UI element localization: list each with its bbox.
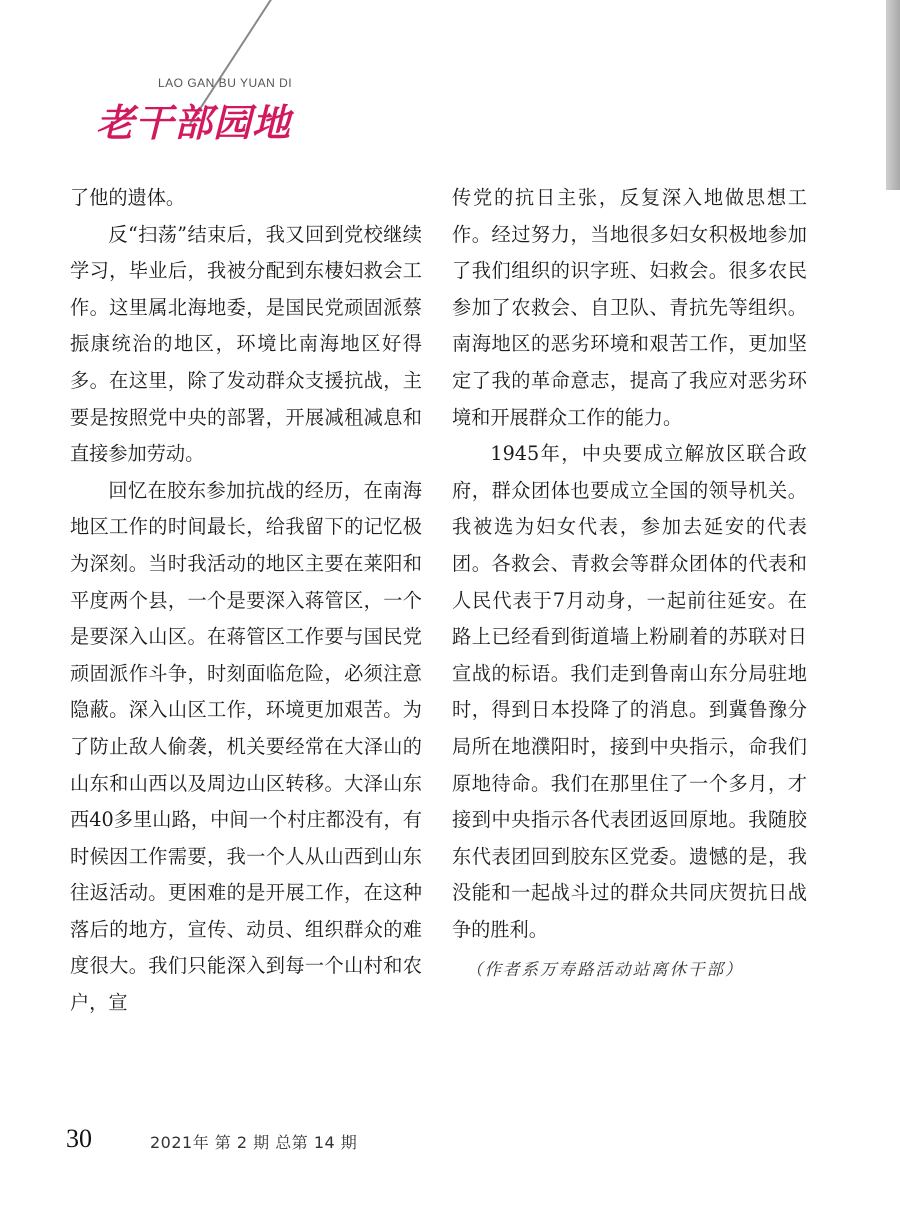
article-paragraph: 回忆在胶东参加抗战的经历，在南海地区工作的时间最长，给我留下的记忆极为深刻。当时我活动的地区主要在莱阳和平度两个县，一个是要深入蒋管区，一个是要深入山区。在蒋管区工作要与国民党顽固派作斗争，时刻面临危险，必须注意隐蔽。深入山区工作，环境更加艰苦。为了防止敌人偷袭，机关要经常在大泽山的山东和山西以及周边山区转移。大泽山东西40多里山路，中间一个村庄都没有，有时候因工作需要，我一个人从山西到山东往返活动。更困难的是开展工作，在这种落后的地方，宣传、动员、组织群众的难度很大。我们只能深入到每一个山村和农户，宣 bbox=[70, 478, 422, 1015]
author-byline: （作者系万寿路活动站离休干部） bbox=[466, 960, 744, 980]
article-right-column bbox=[452, 180, 807, 989]
issue-info: 2021年 第 2 期 总第 14 期 bbox=[150, 1133, 358, 1152]
page-edge-tab bbox=[886, 0, 900, 190]
article-paragraph: 1945年，中央要成立解放区联合政府，群众团体也要成立全国的领导机关。我被选为妇女代表，参加去延安的代表团。各救会、青救会等群众团体的代表和人民代表于7月动身，一起前往延安。在路上已经看到街道墙上粉刷着的苏联对日宣战的标语。我们走到鲁南山东分局驻地时，得到日本投降了的消息。到冀鲁豫分局所在地濮阳时，接到中央指示，命我们原地待命。我们在那里住了一个多月，才接到中央指示各代表团返回原地。我随胶东代表团回到胶东区党委。遗憾的是，我没能和一起战斗过的群众共同庆贺抗日战争的胜利。 bbox=[452, 442, 807, 941]
article-left-column bbox=[70, 180, 422, 1022]
article-paragraph: 了他的遗体。 bbox=[70, 186, 186, 209]
page-number: 30 bbox=[66, 1124, 92, 1153]
article-paragraph: 传党的抗日主张，反复深入地做思想工作。经过努力，当地很多妇女积极地参加了我们组织的识字班、妇救会。很多农民参加了农救会、自卫队、青抗先等组织。南海地区的恶劣环境和艰苦工作，更加坚定了我的革命意志，提高了我应对恶劣环境和开展群众工作的能力。 bbox=[452, 186, 807, 429]
article-paragraph: 反“扫荡”结束后，我又回到党校继续学习，毕业后，我被分配到东棲妇救会工作。这里属北海地委，是国民党顽固派蔡振康统治的地区，环境比南海地区好得多。在这里，除了发动群众支援抗战，主要是按照党中央的部署，开展减租减息和直接参加劳动。 bbox=[70, 222, 422, 466]
column-logo: 老干部园地 bbox=[96, 100, 292, 145]
column-pinyin-title: LAO GAN BU YUAN DI bbox=[158, 76, 293, 90]
